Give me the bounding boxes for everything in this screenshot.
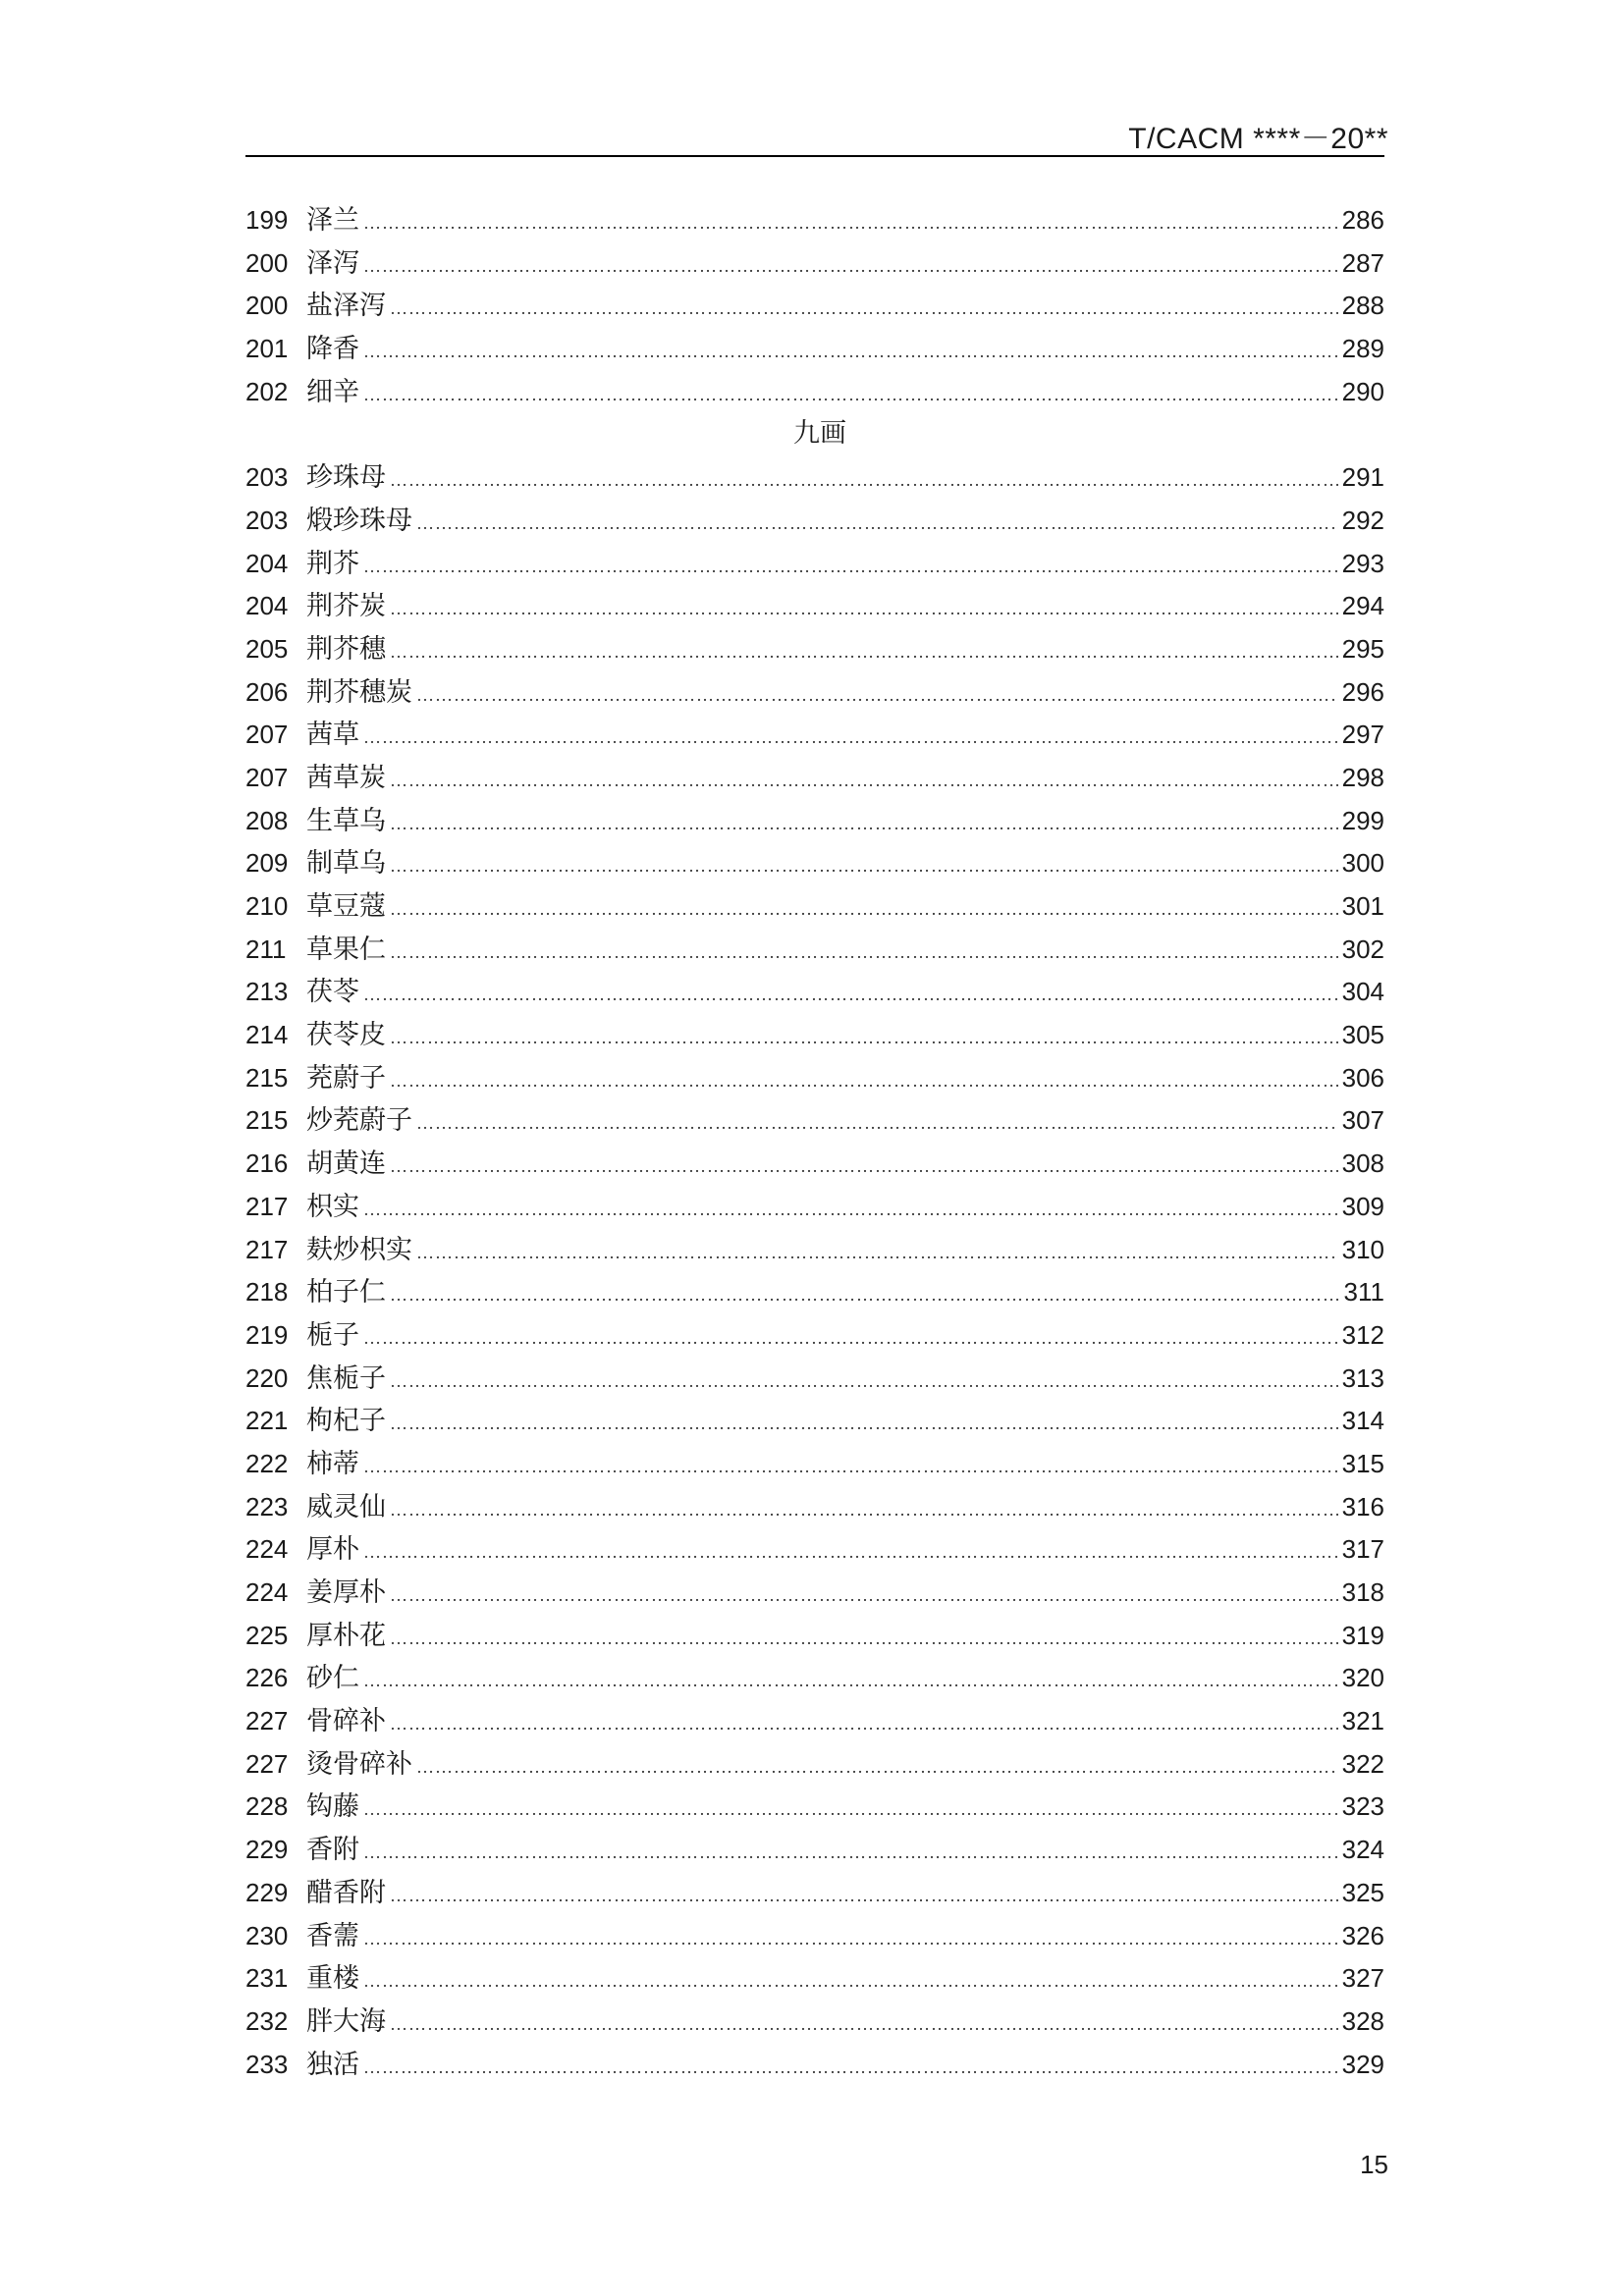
dot-leader: [390, 1629, 1338, 1647]
entry-name: 茯苓皮: [306, 1020, 386, 1051]
dot-leader: [363, 558, 1338, 575]
dot-leader: [390, 1157, 1338, 1175]
toc-entry[interactable]: [245, 713, 1384, 756]
entry-name: 厚朴花: [306, 1620, 386, 1651]
entry-number: 227: [245, 1706, 289, 1736]
entry-page: 314: [1341, 1406, 1384, 1436]
entry-page: 313: [1341, 1362, 1384, 1393]
toc-entry[interactable]: [245, 1871, 1384, 1914]
toc-entry[interactable]: [245, 327, 1384, 370]
dot-leader: [390, 600, 1338, 617]
dot-leader: [363, 1672, 1338, 1689]
entry-name: 麸炒枳实: [306, 1234, 412, 1265]
dot-leader: [363, 1800, 1338, 1818]
entry-page: 328: [1341, 2005, 1384, 2036]
dot-leader: [363, 257, 1338, 275]
toc-entry[interactable]: [245, 1399, 1384, 1442]
entry-page: 296: [1341, 676, 1384, 707]
entry-name: 香薷: [306, 1920, 359, 1951]
entry-page: 298: [1341, 762, 1384, 792]
entry-number: 203: [245, 462, 289, 493]
entry-page: 316: [1341, 1491, 1384, 1522]
entry-page: 307: [1341, 1105, 1384, 1136]
entry-name: 香附: [306, 1835, 359, 1866]
dot-leader: [363, 728, 1338, 746]
entry-number: 211: [245, 934, 287, 964]
toc-entry[interactable]: [245, 670, 1384, 714]
dot-leader: [416, 514, 1338, 532]
entry-name: 姜厚朴: [306, 1577, 386, 1608]
entry-number: 214: [245, 1020, 289, 1050]
dot-leader: [390, 1501, 1338, 1519]
toc-entry[interactable]: [245, 627, 1384, 670]
toc-entry[interactable]: [245, 1228, 1384, 1271]
entry-number: 227: [245, 1748, 289, 1779]
toc-entry[interactable]: [245, 1699, 1384, 1742]
entry-page: 324: [1341, 1835, 1384, 1865]
entry-name: 枸杞子: [306, 1406, 386, 1437]
entry-page: 309: [1341, 1191, 1384, 1221]
entry-page: 323: [1341, 1791, 1384, 1822]
entry-number: 210: [245, 891, 289, 921]
entry-page: 287: [1341, 247, 1384, 278]
entry-page: 311: [1343, 1277, 1384, 1308]
entry-page: 288: [1341, 291, 1384, 321]
entry-page: 319: [1341, 1620, 1384, 1650]
toc-entry[interactable]: [245, 1056, 1384, 1099]
entry-number: 224: [245, 1577, 289, 1607]
dot-leader: [390, 1586, 1338, 1604]
dot-leader: [390, 471, 1338, 489]
dot-leader: [416, 1758, 1338, 1776]
entry-number: 217: [245, 1191, 289, 1221]
entry-page: 320: [1341, 1663, 1384, 1693]
entry-number: 230: [245, 1920, 289, 1950]
entry-name: 生草乌: [306, 805, 386, 836]
entry-number: 208: [245, 805, 289, 835]
toc-entry[interactable]: [245, 1442, 1384, 1485]
entry-number: 204: [245, 591, 289, 621]
entry-name: 荆芥穗炭: [306, 676, 412, 708]
toc-entry[interactable]: [245, 799, 1384, 842]
entry-page: 318: [1341, 1577, 1384, 1607]
toc-entry[interactable]: [245, 1142, 1384, 1185]
entry-number: 204: [245, 548, 289, 578]
dot-leader: [390, 299, 1338, 317]
entry-number: 229: [245, 1877, 289, 1907]
entry-name: 枳实: [306, 1191, 359, 1222]
entry-page: 312: [1341, 1319, 1384, 1350]
toc-entry[interactable]: [245, 1313, 1384, 1357]
entry-number: 215: [245, 1062, 289, 1093]
dot-leader: [416, 1114, 1338, 1132]
dot-leader: [416, 686, 1338, 704]
toc-entry[interactable]: [245, 1914, 1384, 1957]
entry-name: 胖大海: [306, 2005, 386, 2037]
toc-group-before: [245, 198, 1384, 412]
toc-entry[interactable]: [245, 1571, 1384, 1614]
entry-number: 202: [245, 376, 289, 406]
entry-page: 326: [1341, 1920, 1384, 1950]
dot-leader: [390, 772, 1338, 789]
entry-name: 柿蒂: [306, 1448, 359, 1479]
dot-leader: [390, 900, 1338, 918]
dot-leader: [363, 1972, 1338, 1990]
entry-number: 228: [245, 1791, 289, 1822]
entry-name: 茜草: [306, 720, 359, 751]
entry-page: 294: [1341, 591, 1384, 621]
entry-name: 降香: [306, 334, 359, 365]
entry-name: 荆芥炭: [306, 591, 386, 622]
entry-name: 草果仁: [306, 934, 386, 965]
entry-page: 327: [1341, 1963, 1384, 1994]
entry-page: 300: [1341, 848, 1384, 879]
entry-number: 213: [245, 977, 289, 1007]
toc-entry[interactable]: [245, 499, 1384, 542]
toc-entry[interactable]: [245, 1828, 1384, 1871]
entry-page: 325: [1341, 1877, 1384, 1907]
entry-name: 煅珍珠母: [306, 505, 412, 536]
dot-leader: [390, 857, 1338, 875]
entry-number: 215: [245, 1105, 289, 1136]
dot-leader: [390, 643, 1338, 661]
entry-number: 221: [245, 1406, 289, 1436]
entry-name: 胡黄连: [306, 1148, 386, 1180]
entry-name: 柏子仁: [306, 1277, 386, 1308]
entry-name: 威灵仙: [306, 1491, 386, 1522]
dot-leader: [390, 815, 1338, 832]
entry-page: 289: [1341, 334, 1384, 364]
dot-leader: [363, 1543, 1338, 1561]
entry-name: 泽兰: [306, 205, 359, 236]
toc-entry[interactable]: [245, 841, 1384, 884]
entry-number: 218: [245, 1277, 289, 1308]
entry-page: 308: [1341, 1148, 1384, 1179]
toc-entry[interactable]: [245, 455, 1384, 499]
entry-page: 295: [1341, 633, 1384, 664]
entry-number: 217: [245, 1234, 289, 1264]
entry-name: 焦栀子: [306, 1362, 386, 1394]
entry-number: 220: [245, 1362, 289, 1393]
dot-leader: [390, 2015, 1338, 2033]
toc-entry[interactable]: [245, 1185, 1384, 1228]
dot-leader: [390, 1715, 1338, 1733]
toc-entry[interactable]: [245, 198, 1384, 241]
entry-name: 荆芥: [306, 548, 359, 579]
dot-leader: [363, 214, 1338, 232]
toc-entry[interactable]: [245, 1357, 1384, 1400]
entry-page: 322: [1341, 1748, 1384, 1779]
entry-page: 310: [1341, 1234, 1384, 1264]
toc-entry[interactable]: [245, 1785, 1384, 1828]
entry-page: 304: [1341, 977, 1384, 1007]
header-rule: [245, 155, 1384, 157]
entry-number: 201: [245, 334, 289, 364]
entry-number: 222: [245, 1448, 289, 1478]
entry-number: 219: [245, 1319, 289, 1350]
dot-leader: [363, 1843, 1338, 1861]
entry-name: 炒茺蔚子: [306, 1105, 412, 1137]
entry-name: 重楼: [306, 1963, 359, 1995]
toc-entry[interactable]: [245, 928, 1384, 971]
entry-name: 骨碎补: [306, 1706, 386, 1737]
entry-name: 荆芥穗: [306, 633, 386, 665]
toc-entry[interactable]: [245, 241, 1384, 285]
entry-page: 297: [1341, 720, 1384, 750]
table-of-contents: [245, 198, 1384, 2085]
dot-leader: [363, 1329, 1338, 1347]
toc-entry[interactable]: [245, 370, 1384, 413]
dot-leader: [390, 1372, 1338, 1390]
dot-leader: [363, 386, 1338, 403]
section-heading: 九画: [793, 418, 846, 450]
entry-page: 315: [1341, 1448, 1384, 1478]
toc-entry[interactable]: [245, 1656, 1384, 1699]
entry-name: 烫骨碎补: [306, 1748, 412, 1780]
entry-name: 茯苓: [306, 977, 359, 1008]
dot-leader: [363, 1458, 1338, 1475]
entry-name: 茺蔚子: [306, 1062, 386, 1094]
entry-name: 茜草炭: [306, 762, 386, 793]
entry-number: 229: [245, 1835, 289, 1865]
entry-number: 199: [245, 205, 289, 235]
entry-number: 231: [245, 1963, 289, 1994]
dot-leader: [390, 1029, 1338, 1046]
dot-leader: [390, 1072, 1338, 1090]
entry-page: 299: [1341, 805, 1384, 835]
toc-entry[interactable]: [245, 1013, 1384, 1056]
entry-page: 301: [1341, 891, 1384, 921]
entry-name: 盐泽泻: [306, 291, 386, 322]
toc-entry[interactable]: [245, 1527, 1384, 1571]
toc-entry[interactable]: [245, 1098, 1384, 1142]
entry-number: 223: [245, 1491, 289, 1522]
entry-name: 砂仁: [306, 1663, 359, 1694]
entry-name: 细辛: [306, 376, 359, 407]
page-number: 15: [1360, 2150, 1388, 2179]
entry-number: 232: [245, 2005, 289, 2036]
toc-entry[interactable]: [245, 970, 1384, 1013]
dot-leader: [363, 2058, 1338, 2076]
entry-number: 216: [245, 1148, 289, 1179]
dot-leader: [390, 1286, 1340, 1304]
entry-number: 203: [245, 505, 289, 535]
entry-name: 珍珠母: [306, 462, 386, 494]
entry-page: 306: [1341, 1062, 1384, 1093]
toc-entry[interactable]: [245, 2000, 1384, 2043]
entry-name: 醋香附: [306, 1877, 386, 1908]
entry-page: 286: [1341, 205, 1384, 235]
dot-leader: [363, 1930, 1338, 1948]
dot-leader: [363, 1201, 1338, 1218]
entry-name: 栀子: [306, 1319, 359, 1351]
entry-name: 草豆蔻: [306, 891, 386, 922]
entry-page: 329: [1341, 2049, 1384, 2079]
entry-page: 302: [1341, 934, 1384, 964]
entry-name: 钩藤: [306, 1791, 359, 1823]
entry-name: 独活: [306, 2049, 359, 2080]
toc-entry[interactable]: [245, 284, 1384, 327]
entry-number: 206: [245, 676, 289, 707]
dot-leader: [363, 343, 1338, 360]
toc-entry[interactable]: [245, 2043, 1384, 2086]
entry-number: 226: [245, 1663, 289, 1693]
entry-name: 制草乌: [306, 848, 386, 880]
entry-page: 321: [1341, 1706, 1384, 1736]
toc-entry[interactable]: [245, 584, 1384, 627]
entry-name: 厚朴: [306, 1534, 359, 1566]
entry-number: 205: [245, 633, 289, 664]
entry-number: 200: [245, 247, 289, 278]
toc-entry[interactable]: [245, 1614, 1384, 1657]
document-code: T/CACM ****－20**: [1128, 123, 1388, 155]
dot-leader: [363, 986, 1338, 1003]
dot-leader: [390, 943, 1338, 961]
entry-page: 291: [1341, 462, 1384, 493]
entry-number: 209: [245, 848, 289, 879]
entry-number: 200: [245, 291, 289, 321]
entry-number: 225: [245, 1620, 289, 1650]
entry-page: 292: [1341, 505, 1384, 535]
entry-number: 233: [245, 2049, 289, 2079]
entry-number: 207: [245, 762, 289, 792]
toc-entry[interactable]: [245, 1956, 1384, 2000]
entry-page: 290: [1341, 376, 1384, 406]
toc-entry[interactable]: [245, 1485, 1384, 1528]
dot-leader: [416, 1244, 1338, 1261]
entry-number: 224: [245, 1534, 289, 1565]
toc-entry[interactable]: [245, 542, 1384, 585]
toc-entry[interactable]: [245, 1742, 1384, 1786]
dot-leader: [390, 1887, 1338, 1904]
toc-entry[interactable]: [245, 756, 1384, 799]
entry-page: 293: [1341, 548, 1384, 578]
toc-entry[interactable]: [245, 1270, 1384, 1313]
entry-page: 317: [1341, 1534, 1384, 1565]
entry-page: 305: [1341, 1020, 1384, 1050]
entry-name: 泽泻: [306, 247, 359, 279]
toc-entry[interactable]: [245, 884, 1384, 928]
entry-number: 207: [245, 720, 289, 750]
toc-group-after: [245, 455, 1384, 2085]
dot-leader: [390, 1415, 1338, 1432]
